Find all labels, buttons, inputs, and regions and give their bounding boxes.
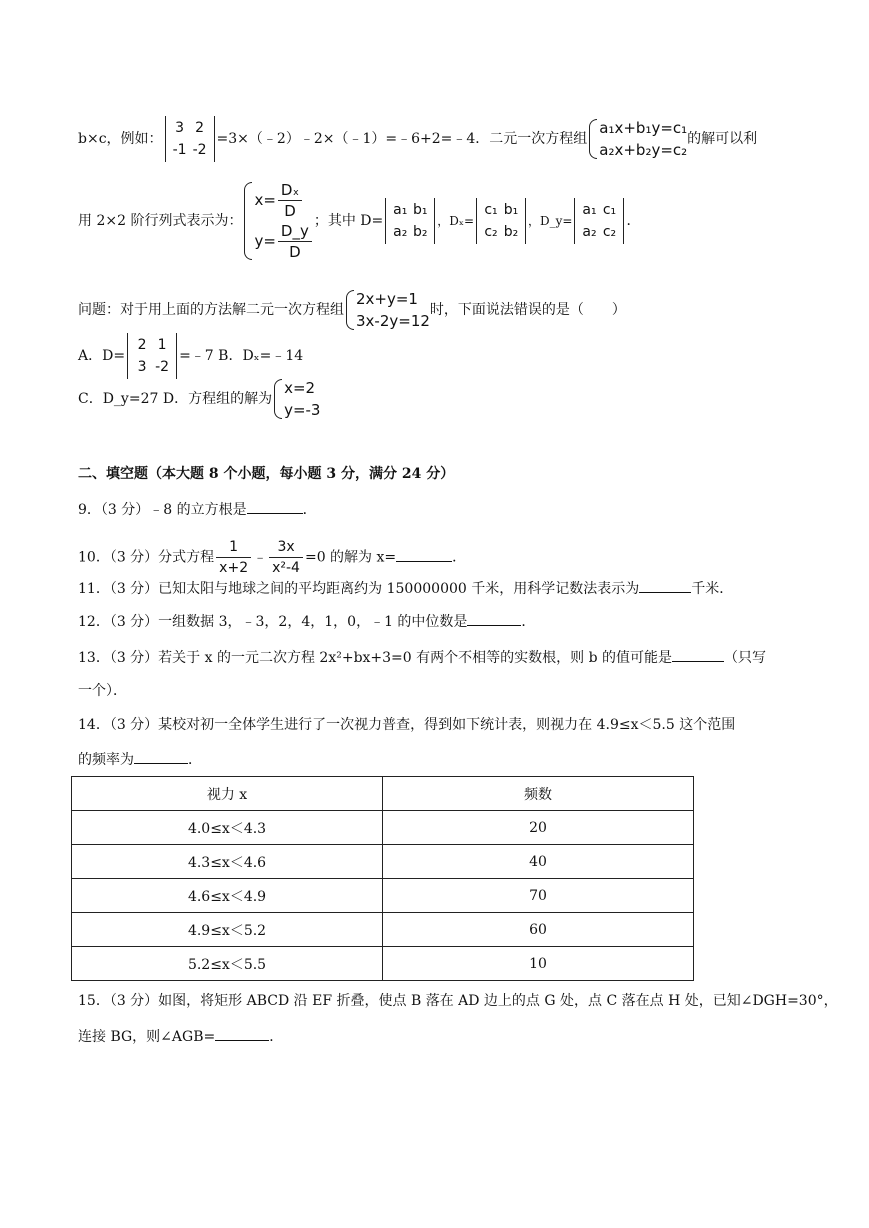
q8-options-cd — [78, 377, 320, 421]
q12-text: 12．（3 分）一组数据 3，﹣3，2，4，1，0，﹣1 的中位数是 — [78, 614, 468, 630]
cramer-x-row — [254, 180, 313, 221]
q9-text: 9．（3 分）﹣8 的立方根是 — [78, 502, 247, 518]
frac-den: x²-4 — [272, 560, 300, 576]
q14-answer-blank[interactable] — [134, 749, 188, 764]
q12-end: ． — [521, 614, 536, 630]
det-cell: 3 — [175, 120, 184, 136]
det-cell: -2 — [192, 142, 207, 158]
question-12 — [78, 611, 535, 632]
det-cell: -1 — [172, 142, 187, 158]
system-row: a₁x+b₁y=c₁ — [599, 119, 688, 137]
question-9 — [78, 499, 317, 520]
y-den: D — [289, 243, 301, 261]
det-cell: c₂ — [484, 224, 498, 240]
det-cell: a₂ — [582, 224, 597, 240]
table-header-frequency: 频数 — [383, 777, 694, 811]
intro-line-1 — [78, 116, 757, 162]
det-cell: 1 — [157, 337, 167, 353]
system-row: y=-3 — [284, 401, 321, 419]
q8-suffix: 时，下面说法错误的是（ ） — [429, 302, 626, 318]
question-14-line-1: 14．（3 分）某校对初一全体学生进行了一次视力普查，得到如下统计表，则视力在 4.9≤x＜5.5 这个范围 — [78, 717, 736, 733]
q10-prefix: 10．（3 分）分式方程 — [78, 549, 215, 566]
det-cell: -2 — [155, 359, 170, 375]
q13-text: 13．（3 分）若关于 x 的一元二次方程 2x²+bx+3=0 有两个不相等的实数根，则 b 的值可能是 — [78, 650, 673, 666]
example-determinant — [165, 116, 215, 162]
x-fraction — [278, 180, 302, 221]
where-text: ；其中 D= — [313, 213, 384, 229]
frac-num: 3x — [269, 537, 303, 558]
q8-option-a-label: A．D= — [78, 348, 126, 364]
table-cell-range: 5.2≤x＜5.5 — [72, 947, 383, 981]
table-cell-count: 70 — [383, 879, 694, 913]
table-cell-count: 60 — [383, 913, 694, 947]
x-lhs: x= — [254, 191, 276, 209]
intro-prefix: b×c，例如： — [78, 131, 163, 147]
q14-text: 的频率为 — [78, 752, 134, 768]
system-row: a₂x+b₂y=c₂ — [599, 141, 688, 159]
q10-answer-blank[interactable] — [396, 547, 452, 562]
q8-option-d-system — [272, 377, 320, 421]
y-lhs: y= — [254, 232, 276, 250]
frac-den: x+2 — [219, 560, 249, 576]
table-cell-count: 20 — [383, 811, 694, 845]
q10-fraction-1 — [216, 537, 251, 578]
cramer-system — [242, 180, 313, 262]
det-cell: 2 — [137, 337, 147, 353]
table-header-row — [72, 777, 694, 811]
det-cell: c₂ — [602, 224, 617, 240]
q8-stem — [78, 288, 626, 332]
question-13-line-2: 一个）． — [78, 683, 127, 699]
q8-option-a-b-text: =﹣7 B．Dₓ=﹣14 — [179, 348, 304, 364]
cramer-prefix: 用 2×2 阶行列式表示为： — [78, 213, 243, 229]
q10-suffix: =0 的解为 x= — [304, 549, 397, 566]
x-num: Dₓ — [278, 180, 302, 201]
determinant-Dy — [574, 198, 624, 244]
dy-label: ，D_y= — [528, 214, 573, 228]
table-row — [72, 879, 694, 913]
cramer-y-row — [254, 221, 313, 262]
det-cell: b₁ — [413, 202, 428, 218]
intro-suffix: 的解可以利 — [687, 131, 758, 147]
question-15-line-2 — [78, 1026, 283, 1047]
q13-answer-blank[interactable] — [672, 647, 724, 662]
det-cell: a₂ — [393, 224, 408, 240]
table-row — [72, 811, 694, 845]
question-15-line-1: 15．（3 分）如图，将矩形 ABCD 沿 EF 折叠，使点 B 落在 AD 边上的点 G 处，点 C 落在点 H 处，已知∠DGH=30°， — [78, 993, 838, 1009]
q8-system — [344, 288, 430, 332]
det-cell: 3 — [137, 359, 147, 375]
q15-text: 连接 BG，则∠AGB= — [78, 1029, 216, 1045]
system-row: 2x+y=1 — [356, 290, 418, 308]
q8-prefix: 问题：对于用上面的方法解二元一次方程组 — [78, 302, 344, 318]
x-den: D — [284, 202, 296, 220]
question-10 — [78, 537, 466, 578]
table-cell-range: 4.9≤x＜5.2 — [72, 913, 383, 947]
q8-option-a-determinant — [127, 333, 177, 379]
question-14-line-2 — [78, 749, 202, 770]
det-cell: a₁ — [582, 202, 597, 218]
intro-end: ． — [626, 213, 641, 229]
table-header-vision: 视力 x — [72, 777, 383, 811]
q15-end: ． — [269, 1029, 284, 1045]
det-cell: b₂ — [503, 224, 519, 240]
det-cell: 2 — [195, 120, 204, 136]
q15-answer-blank[interactable] — [215, 1026, 269, 1041]
table-cell-range: 4.6≤x＜4.9 — [72, 879, 383, 913]
determinant-Dx — [476, 198, 526, 244]
q9-end: ． — [302, 502, 317, 518]
table-row — [72, 845, 694, 879]
q10-end: ． — [452, 549, 467, 566]
q10-fraction-2 — [269, 537, 303, 578]
system-row: 3x-2y=12 — [356, 312, 430, 330]
q9-answer-blank[interactable] — [247, 499, 303, 514]
table-cell-range: 4.0≤x＜4.3 — [72, 811, 383, 845]
question-11 — [78, 578, 733, 599]
q11-answer-blank[interactable] — [639, 578, 691, 593]
table-row — [72, 947, 694, 981]
intro-calc: =3×（﹣2）﹣2×（﹣1）=﹣6+2=﹣4．二元一次方程组 — [216, 131, 588, 147]
question-13-line-1 — [78, 647, 766, 668]
y-fraction — [278, 221, 312, 262]
table-row — [72, 913, 694, 947]
q14-end: ． — [188, 752, 202, 768]
det-cell: b₂ — [413, 224, 428, 240]
q8-option-c-d-text: C．D_y=27 D．方程组的解为 — [78, 391, 273, 407]
q11-text: 11．（3 分）已知太阳与地球之间的平均距离约为 150000000 千米，用科学记数法表示为 — [78, 581, 640, 597]
table-cell-count: 10 — [383, 947, 694, 981]
general-system — [587, 117, 687, 161]
system-row: x=2 — [284, 379, 316, 397]
det-cell: a₁ — [393, 202, 408, 218]
det-cell: c₁ — [602, 202, 617, 218]
table-cell-count: 40 — [383, 845, 694, 879]
section-2-title: 二、填空题（本大题 8 个小题，每小题 3 分，满分 24 分） — [78, 466, 455, 482]
q13-end: （只写 — [724, 650, 767, 666]
table-cell-range: 4.3≤x＜4.6 — [72, 845, 383, 879]
frac-num: 1 — [216, 537, 251, 558]
q11-end: 千米． — [691, 581, 734, 597]
det-cell: b₁ — [503, 202, 519, 218]
vision-frequency-table — [71, 776, 694, 981]
q10-minus: ﹣ — [253, 549, 268, 566]
q8-options-ab — [78, 333, 303, 379]
q12-answer-blank[interactable] — [467, 611, 521, 626]
intro-line-2 — [78, 180, 640, 262]
determinant-D — [385, 198, 435, 244]
y-num: D_y — [278, 221, 312, 242]
dx-label: ，Dₓ= — [437, 214, 475, 228]
det-cell: c₁ — [484, 202, 498, 218]
